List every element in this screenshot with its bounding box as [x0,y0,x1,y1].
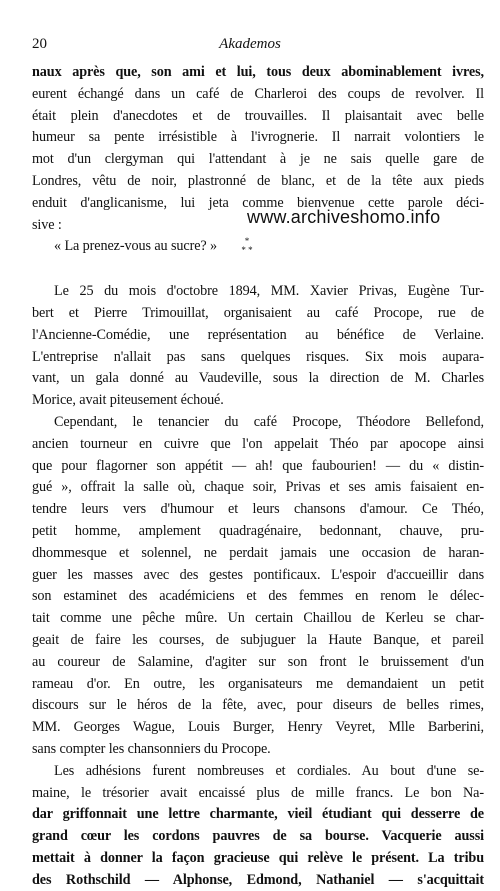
text-line: des Rothschild — Alphonse, Edmond, Nathaniel — s'acquittait [32,871,484,888]
text-line: Londres, vêtu de noir, plastronné de blanc, et de la tête aux pieds [32,172,484,189]
text-line: enduit d'anglicanisme, lui jeta comme bienvenue cette parole déci- [32,194,484,211]
text-line: ancien tourneur en cuivre que l'on appelait Théo par apocope ainsi [32,435,484,452]
section-separator [235,237,259,255]
text-line: Cependant, le tenancier du café Procope, Théodore Bellefond, [54,413,484,430]
text-line: dhommesque et solennel, ne perdait jamais une occasion de haran- [32,544,484,561]
text-line: guer les masses avec des gestes pontificaux. L'espoir d'accueillir dans [32,566,484,583]
text-line: Le 25 du mois d'octobre 1894, MM. Xavier Privas, Eugène Tur- [54,283,484,300]
text-line: dar griffonnait une lettre charmante, vieil étudiant qui desserre de [32,806,484,823]
text-line: sans compter les chansonniers du Procope. [32,740,271,757]
text-line: vant, un gala donné au Vaudeville, sous la direction de M. Charles [32,370,484,387]
text-line: grand cœur les cordons pauvres de sa bourse. Vacquerie aussi [32,828,484,845]
text-line: geait de faire les courses, de subjuguer la Haute Banque, et pareil [32,631,484,648]
text-line: mot d'un clergyman qui l'attendant à je ne sais quelle gare de [32,151,484,168]
text-line: maine, le trésorier avait encaissé plus de mille francs. Le bon Na- [32,784,484,801]
text-line: rameau d'or. En outre, les organisateurs me demandaient un petit [32,675,484,692]
text-line: était plein d'anecdotes et de trouvailles. Il plaisantait avec belle [32,107,484,124]
text-line: mettait à donner la façon gracieuse qui relève le présent. La tribu [32,849,484,866]
page-number: 20 [32,36,47,52]
text-line: que pour flagorner son appétit — ah! que faubourien! — du « distin- [32,457,484,474]
text-line: MM. Georges Wague, Louis Burger, Henry Veyret, Mlle Barberini, [32,719,484,736]
text-line: Les adhésions furent nombreuses et cordiales. Au bout d'une se- [54,762,484,779]
text-line: tait comme une pêche mûre. Un certain Chaillou de Kerleu se char- [32,610,484,627]
text-line: sive : [32,216,62,233]
body-text [32,62,484,891]
text-line: l'Ancienne-Comédie, une représentation au bénéfice de Verlaine. [32,326,484,343]
text-line: « La prenez-vous au sucre? » [54,238,218,255]
text-line: Morice, avait piteusement échoué. [32,392,224,409]
text-line: son estaminet des académiciens et des femmes en renom le délec- [32,588,484,605]
watermark-url: www.archiveshomo.info [247,207,441,227]
page-header [32,36,468,56]
text-line: petit homme, amplement quadragénaire, bedonnant, chauve, pru- [32,522,484,539]
text-line: au coureur de Salamine, d'agiter sur son front le bruissement d'un [32,653,484,670]
text-line: eurent échangé dans un café de Charleroi des coups de revolver. Il [32,85,484,102]
text-line: bert et Pierre Trimouillat, organisaient au café Procope, rue de [32,304,484,321]
text-line: L'entreprise n'allait pas sans quelques risques. Six mois aupara- [32,348,484,365]
asterism: * * * [241,236,253,255]
text-line: naux après que, son ami et lui, tous deux abominablement ivres, [32,64,484,80]
text-line: tendre leurs vers d'humour et leurs chansons d'amour. Ce Théo, [32,501,484,518]
text-line: gué », offrait la salle où, chaque soir, Privas et ses amis faisaient en- [32,479,484,496]
text-line: discours sur le héros de la fête, avec, pour diseurs de belles rimes, [32,697,484,714]
running-title: Akademos [219,36,281,52]
text-line: humeur sa pente irrésistible à l'ivrognerie. Il narrait volontiers le [32,129,484,146]
